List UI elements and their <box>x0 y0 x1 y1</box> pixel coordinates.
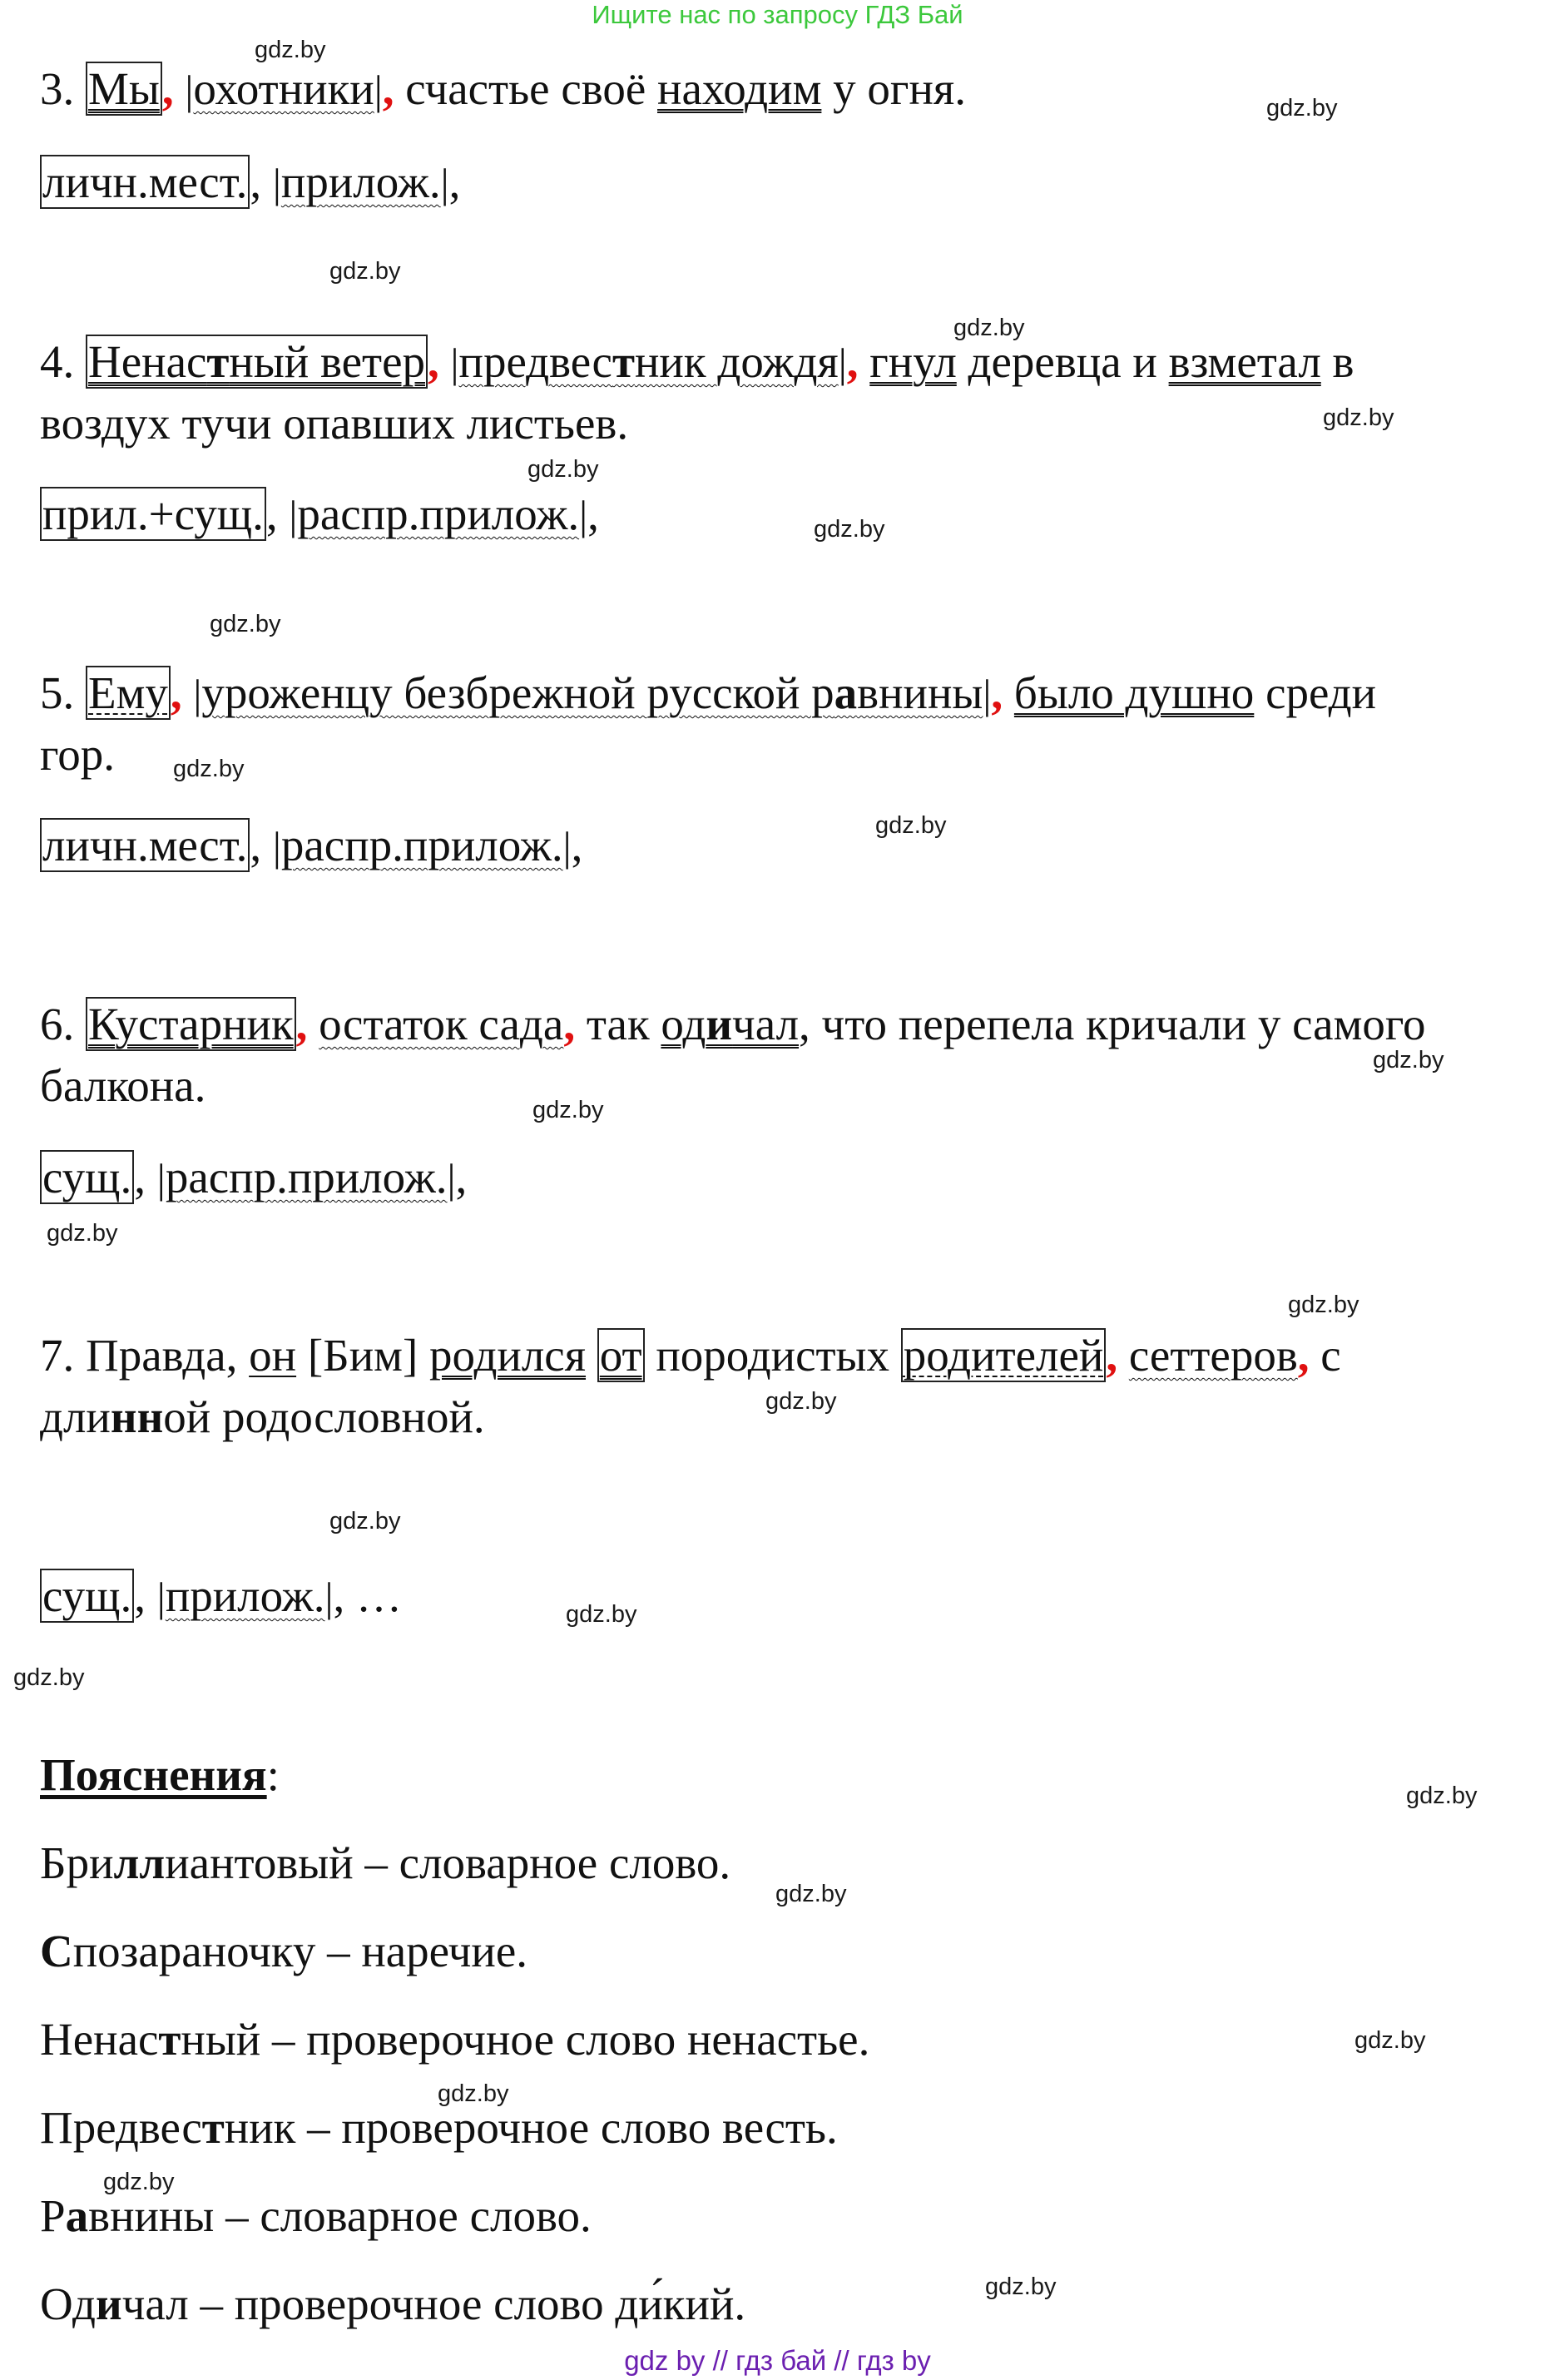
watermark: gdz.by <box>953 315 1025 341</box>
item-number: 7. <box>40 1330 86 1381</box>
scheme-bracket: | <box>289 492 298 538</box>
watermark: gdz.by <box>814 516 885 543</box>
scheme-appositive: распр.прилож. <box>165 1152 448 1202</box>
object-word: родителей <box>901 1328 1107 1382</box>
comma-mark: , <box>563 999 576 1049</box>
notes-heading: Пояснения: <box>40 1749 280 1800</box>
predicate: гнул <box>869 336 957 387</box>
note-5: Равнины – словарное слово. <box>40 2190 592 2241</box>
text: , <box>134 1152 157 1202</box>
scheme-7 <box>40 1570 402 1623</box>
comma-mark: , <box>382 63 394 114</box>
scheme-5 <box>40 820 582 872</box>
sentence-5-line-2: гор. <box>40 729 115 780</box>
watermark: gdz.by <box>1288 1292 1359 1318</box>
item-number: 6. <box>40 999 86 1049</box>
sentence-4-line-2: воздух тучи опавших листьев. <box>40 398 629 449</box>
text: в <box>1320 336 1354 387</box>
scheme-appositive: прилож. <box>165 1570 325 1621</box>
watermark: gdz.by <box>985 2273 1057 2300</box>
watermark: gdz.by <box>532 1097 604 1123</box>
scheme-word: сущ. <box>40 1150 134 1204</box>
watermark: gdz.by <box>103 2169 175 2195</box>
sentence-6-line-2: балкона. <box>40 1060 206 1111</box>
note-4: Предвестник – проверочное слово весть. <box>40 2102 838 2153</box>
note-2: Спозараночку – наречие. <box>40 1926 527 1976</box>
watermark: gdz.by <box>1266 95 1338 121</box>
scheme-word: личн.мест. <box>40 155 250 209</box>
appositive: предвестник дождя <box>458 336 839 387</box>
text: , <box>250 820 273 870</box>
scheme-4 <box>40 488 599 541</box>
predicate: одичал <box>661 999 800 1049</box>
text: породистых <box>644 1330 901 1381</box>
watermark: gdz.by <box>566 1601 637 1628</box>
sentence-3 <box>40 63 966 116</box>
watermark: gdz.by <box>13 1664 85 1691</box>
watermark: gdz.by <box>775 1881 847 1907</box>
text: [Бим] <box>296 1330 430 1381</box>
scheme-bracket: | <box>440 160 449 206</box>
watermark: gdz.by <box>210 611 281 637</box>
watermark: gdz.by <box>1406 1783 1478 1809</box>
watermark: gdz.by <box>329 1508 401 1535</box>
watermark: gdz.by <box>1373 1047 1444 1073</box>
scheme-bracket: | <box>562 823 572 870</box>
scheme-3 <box>40 156 460 209</box>
sentence-4 <box>40 336 1354 389</box>
text: , … <box>333 1570 403 1621</box>
appositive: сеттеров <box>1128 1330 1298 1381</box>
scheme-bracket: | <box>156 1155 166 1202</box>
sentence-5 <box>40 667 1376 720</box>
text: , <box>571 820 583 870</box>
text: , <box>587 488 599 539</box>
scheme-appositive: прилож. <box>280 156 441 207</box>
text: Правда, <box>86 1330 250 1381</box>
subject-word: Ненастный ветер <box>86 335 428 389</box>
text: деревца и <box>956 336 1169 387</box>
item-number: 5. <box>40 667 86 718</box>
scheme-bracket: | <box>447 1155 456 1202</box>
watermark: gdz.by <box>438 2080 509 2107</box>
scheme-word: прил.+сущ. <box>40 487 266 541</box>
scheme-bracket: | <box>324 1574 334 1620</box>
scheme-word: личн.мест. <box>40 818 250 872</box>
comma-mark: , <box>1106 1330 1118 1381</box>
appositive-bracket: | <box>838 340 847 386</box>
watermark: gdz.by <box>1323 404 1394 431</box>
text: так <box>575 999 661 1049</box>
text: , <box>455 1152 468 1202</box>
predicate: родился <box>429 1330 587 1381</box>
watermark: gdz.by <box>875 812 947 839</box>
note-1: Бриллиантовый – словарное слово. <box>40 1837 731 1888</box>
search-banner[interactable]: Ищите нас по запросу ГДЗ Бай <box>592 0 963 29</box>
scheme-bracket: | <box>272 160 281 206</box>
scheme-6 <box>40 1152 467 1204</box>
sentence-7 <box>40 1330 1341 1381</box>
comma-mark: , <box>428 336 439 387</box>
comma-mark: , <box>846 336 859 387</box>
subject-word: он <box>249 1330 297 1381</box>
subject-word: Кустарник <box>86 997 296 1051</box>
scheme-bracket: | <box>272 823 281 870</box>
watermark: gdz.by <box>329 258 401 285</box>
text: счастье своё <box>394 63 658 114</box>
scheme-bracket: | <box>156 1574 166 1620</box>
text: у огня. <box>821 63 966 114</box>
comma-mark: , <box>161 63 174 114</box>
preposition-box: от <box>597 1328 645 1382</box>
appositive: остаток сада <box>319 999 564 1049</box>
watermark: gdz.by <box>255 37 326 63</box>
predicate: находим <box>657 63 822 114</box>
text: , <box>265 488 290 539</box>
comma-mark: , <box>170 667 182 718</box>
scheme-appositive: распр.прилож. <box>297 488 580 539</box>
appositive-bracket: | <box>185 67 194 113</box>
text: , что перепела кричали у самого <box>799 999 1426 1049</box>
predicate: было душно <box>1013 667 1255 718</box>
sentence-6 <box>40 999 1426 1050</box>
sentence-7-line-2: длинной родословной. <box>40 1391 485 1442</box>
scheme-appositive: распр.прилож. <box>280 820 563 870</box>
appositive: охотники <box>193 63 374 114</box>
appositive-bracket: | <box>374 67 383 113</box>
note-6: Одичал – проверочное слово ди́кий. <box>40 2278 746 2329</box>
watermark: gdz.by <box>1354 2027 1426 2054</box>
subject-word: Мы <box>86 62 162 116</box>
text: , <box>134 1570 157 1621</box>
appositive: уроженцу безбрежной русской равнины <box>201 667 983 718</box>
comma-mark: , <box>1297 1330 1310 1381</box>
watermark: gdz.by <box>527 456 599 483</box>
comma-mark: , <box>991 667 1003 718</box>
text: среди <box>1254 667 1377 718</box>
footer-links[interactable]: gdz by // гдз бай // гдз by <box>624 2345 931 2376</box>
text: , <box>448 156 461 207</box>
text <box>586 1330 597 1381</box>
text: с <box>1309 1330 1341 1381</box>
appositive-bracket: | <box>450 340 459 386</box>
appositive-bracket: | <box>193 671 202 717</box>
watermark: gdz.by <box>765 1388 837 1415</box>
note-3: Ненастный – проверочное слово ненастье. <box>40 2014 870 2065</box>
predicate: взметал <box>1168 336 1321 387</box>
watermark: gdz.by <box>173 756 245 782</box>
item-number: 3. <box>40 63 86 114</box>
text: , <box>250 156 273 207</box>
item-number: 4. <box>40 336 86 387</box>
scheme-word: сущ. <box>40 1569 134 1623</box>
watermark: gdz.by <box>47 1220 118 1247</box>
object-word: Ему <box>86 666 171 720</box>
comma-mark: , <box>295 999 308 1049</box>
scheme-bracket: | <box>579 492 588 538</box>
appositive-bracket: | <box>983 671 992 717</box>
